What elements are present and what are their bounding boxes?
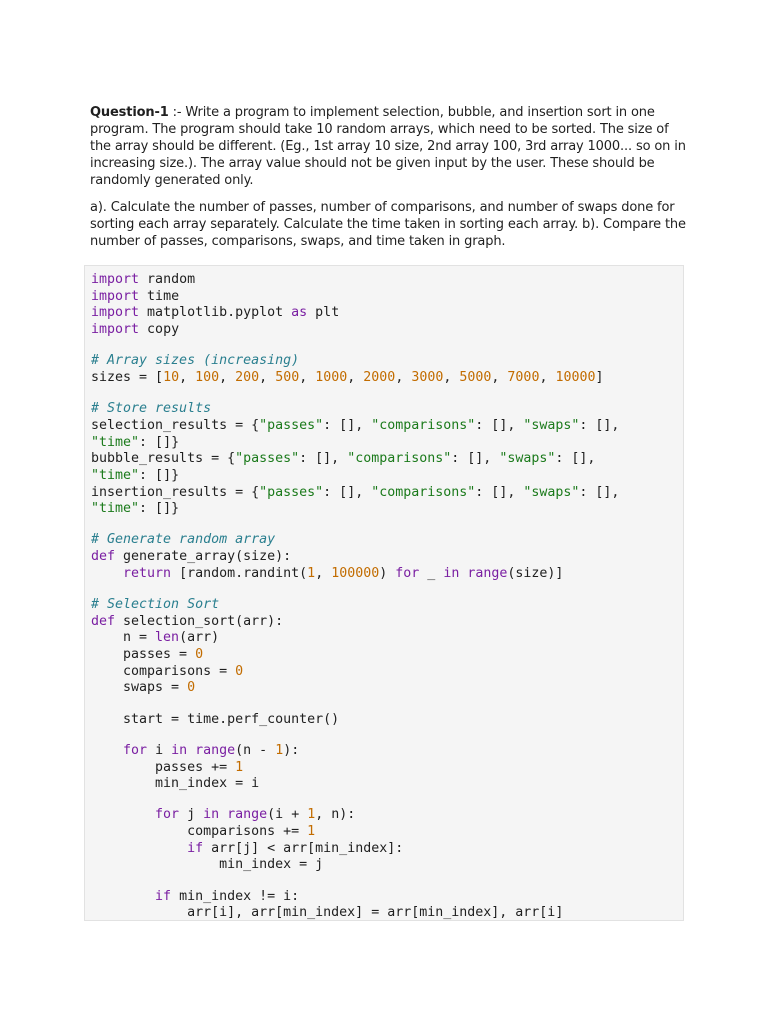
code-line: [91, 501, 683, 518]
code-token: ,: [179, 369, 196, 385]
code-token: n =: [91, 630, 156, 646]
question-parts-paragraph: a). Calculate the number of passes, number of comparisons, and number of swaps done for sorting each array separately. Calculate the time taken in sorting each array. b). Compare the number of passes, comparisons, swaps, and time taken in graph.: [90, 200, 686, 249]
code-token: : [],: [451, 451, 500, 467]
code-token: : [],: [323, 484, 372, 500]
code-token: in: [171, 742, 188, 758]
code-token: ):: [283, 742, 300, 758]
code-token: ,: [259, 369, 276, 385]
code-token: ,: [219, 369, 236, 385]
code-token: arr[i], arr[min_index] = arr[min_index], arr[i]: [91, 905, 564, 921]
code-line: [91, 370, 683, 387]
code-blank-line: [91, 697, 683, 712]
code-token: range: [195, 742, 236, 758]
code-token: "time": [91, 467, 140, 483]
code-token: 1: [307, 807, 316, 823]
code-token: "comparisons": [371, 417, 476, 433]
code-token: len: [155, 630, 180, 646]
code-token: 10000: [555, 369, 596, 385]
code-token: plt: [307, 305, 340, 321]
code-token: [91, 807, 155, 822]
code-blank-line: [91, 387, 683, 402]
code-token: 0: [187, 680, 196, 696]
code-line: [91, 889, 683, 906]
code-token: , n):: [315, 807, 356, 823]
code-line: [91, 305, 683, 322]
code-line: [91, 435, 683, 452]
code-line: [91, 566, 683, 583]
code-token: comparisons +=: [91, 824, 308, 840]
code-line: [91, 401, 683, 418]
code-line: [91, 664, 683, 681]
code-token: matplotlib.pyplot: [139, 305, 292, 321]
question-label: Question-1: [90, 105, 169, 120]
code-token: swaps =: [91, 680, 188, 696]
code-token: ,: [299, 369, 316, 385]
code-token: "swaps": [499, 451, 556, 467]
code-token: passes =: [91, 647, 196, 663]
code-line: [91, 289, 683, 306]
code-token: (arr): [179, 630, 220, 646]
code-line: [91, 857, 683, 874]
code-token: "passes": [259, 417, 324, 433]
code-token: "comparisons": [347, 451, 452, 467]
code-blank-line: [91, 874, 683, 889]
code-token: in: [443, 565, 460, 581]
code-token: 7000: [507, 369, 540, 385]
code-token: insertion_results = {: [91, 484, 260, 500]
code-token: [187, 743, 195, 758]
code-line: [91, 807, 683, 824]
code-line: [91, 353, 683, 370]
code-token: : []}: [139, 467, 180, 483]
code-token: import: [91, 322, 140, 338]
code-token: ,: [539, 369, 556, 385]
code-line: [91, 614, 683, 631]
code-token: "passes": [259, 484, 324, 500]
code-listing: [91, 272, 683, 921]
code-token: 3000: [411, 369, 444, 385]
code-line: [91, 322, 683, 339]
code-line: [91, 597, 683, 614]
code-token: : [],: [579, 484, 620, 500]
code-line: [91, 549, 683, 566]
code-token: ,: [443, 369, 460, 385]
code-token: (size)]: [507, 565, 564, 581]
code-token: 1: [275, 742, 284, 758]
code-token: as: [291, 305, 308, 321]
code-token: import: [91, 288, 140, 304]
code-token: [91, 566, 123, 581]
code-token: 0: [195, 647, 204, 663]
code-line: [91, 272, 683, 289]
code-line: [91, 451, 683, 468]
code-line: [91, 776, 683, 793]
code-token: in: [203, 807, 220, 823]
code-token: copy: [139, 322, 180, 338]
code-token: 10: [163, 369, 180, 385]
code-token: j: [179, 807, 204, 823]
code-token: (n -: [235, 742, 276, 758]
code-token: import: [91, 272, 140, 287]
code-token: ,: [315, 565, 332, 581]
code-token: [91, 889, 155, 904]
question-intro: :- Write a program to implement selection, bubble, and insertion sort in one program. The program should take 10 random arrays, which need to be sorted. The size of the array should be different. (Eg., 1st array 10 size, 2nd array 100, 3rd array 1000... so on in increasing size.). The array value should not be given input by the user. These should be randomly generated only.: [90, 105, 686, 188]
code-line: [91, 824, 683, 841]
code-token: 1: [235, 759, 244, 775]
code-line: [91, 532, 683, 549]
code-token: 100: [195, 369, 220, 385]
code-token: 100000: [331, 565, 380, 581]
code-token: : [],: [475, 417, 524, 433]
code-token: : []}: [139, 501, 180, 517]
code-token: : [],: [323, 417, 372, 433]
code-token: # Selection Sort: [91, 597, 220, 612]
code-token: "passes": [235, 451, 300, 467]
code-token: : []}: [139, 434, 180, 450]
code-line: [91, 647, 683, 664]
code-token: for: [395, 565, 420, 581]
code-token: sizes = [: [91, 369, 164, 385]
code-token: return: [123, 565, 172, 581]
code-token: "swaps": [523, 417, 580, 433]
code-token: def: [91, 549, 116, 565]
code-token: 0: [235, 663, 244, 679]
code-blank-line: [91, 728, 683, 743]
code-token: if: [155, 888, 172, 904]
code-token: 200: [235, 369, 260, 385]
code-token: 1000: [315, 369, 348, 385]
code-token: "time": [91, 501, 140, 517]
code-token: passes +=: [91, 759, 236, 775]
code-token: for: [123, 742, 148, 758]
code-token: : [],: [475, 484, 524, 500]
code-token: if: [187, 840, 204, 856]
code-token: [random.randint(: [171, 565, 308, 581]
code-token: ): [379, 565, 396, 581]
code-blank-line: [91, 518, 683, 533]
code-token: 500: [275, 369, 300, 385]
code-token: i: [147, 742, 172, 758]
code-token: selection_results = {: [91, 417, 260, 433]
code-token: comparisons =: [91, 663, 236, 679]
code-token: # Array sizes (increasing): [91, 353, 300, 369]
code-token: ,: [491, 369, 508, 385]
code-token: "comparisons": [371, 484, 476, 500]
code-line: [91, 841, 683, 858]
code-token: arr[j] < arr[min_index]:: [203, 840, 404, 856]
code-line: [91, 712, 683, 729]
code-token: min_index = j: [91, 857, 324, 873]
code-token: [91, 743, 123, 758]
code-token: "time": [91, 434, 140, 450]
code-token: min_index != i:: [171, 888, 300, 904]
code-line: [91, 485, 683, 502]
code-line: [91, 743, 683, 760]
code-token: start = time.perf_counter(): [91, 711, 340, 727]
question-text-block: [90, 104, 690, 260]
code-token: : [],: [555, 451, 596, 467]
code-token: import: [91, 305, 140, 321]
code-blank-line: [91, 793, 683, 808]
code-line: [91, 468, 683, 485]
code-token: 2000: [363, 369, 396, 385]
code-token: random: [139, 272, 196, 287]
code-token: generate_array(size):: [115, 549, 292, 565]
code-token: ,: [395, 369, 412, 385]
code-token: range: [467, 565, 508, 581]
code-line: [91, 630, 683, 647]
code-line: [91, 680, 683, 697]
code-token: # Store results: [91, 401, 212, 417]
code-token: 1: [307, 565, 316, 581]
code-token: "swaps": [523, 484, 580, 500]
code-token: def: [91, 613, 116, 629]
code-token: (i +: [267, 807, 308, 823]
code-token: [91, 841, 187, 856]
code-blank-line: [91, 583, 683, 598]
code-token: 1: [307, 824, 316, 840]
code-blank-line: [91, 339, 683, 354]
code-token: ]: [595, 369, 604, 385]
code-token: for: [155, 807, 180, 823]
code-token: 5000: [459, 369, 492, 385]
code-token: min_index = i: [91, 776, 260, 792]
code-line: [91, 760, 683, 777]
code-token: [219, 807, 227, 822]
code-line: [91, 418, 683, 435]
question-paragraph: [90, 104, 690, 189]
code-block: [84, 265, 684, 921]
code-token: : [],: [579, 417, 620, 433]
code-token: _: [419, 565, 444, 581]
code-token: : [],: [299, 451, 348, 467]
code-token: selection_sort(arr):: [115, 613, 284, 629]
code-token: # Generate random array: [91, 532, 276, 548]
code-token: ,: [347, 369, 364, 385]
code-token: time: [139, 288, 180, 304]
code-line: [91, 905, 683, 921]
code-token: bubble_results = {: [91, 451, 236, 467]
code-token: range: [227, 807, 268, 823]
